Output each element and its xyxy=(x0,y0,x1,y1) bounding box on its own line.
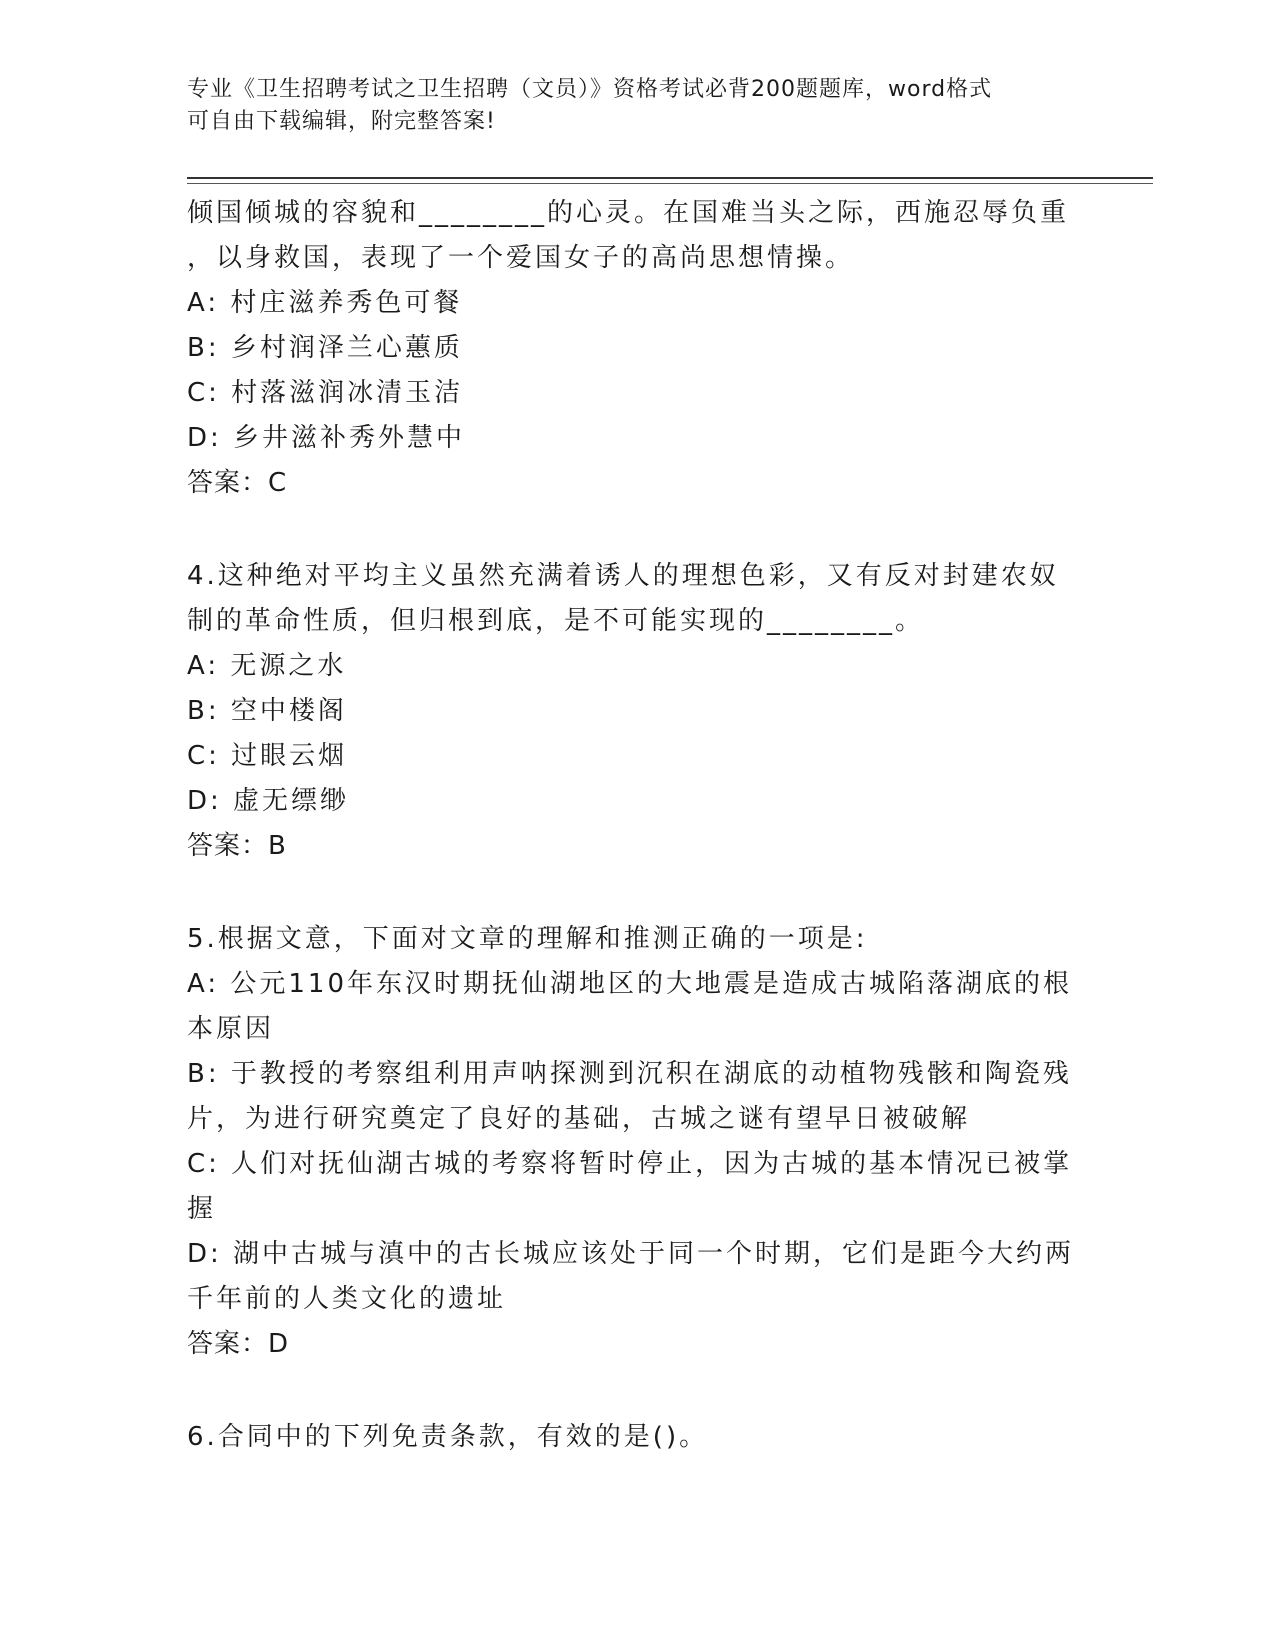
header-title-line2: 可自由下载编辑，附完整答案! xyxy=(187,109,496,134)
question-4-answer: 答案：B xyxy=(187,831,287,861)
header-divider-thick xyxy=(187,177,1153,179)
question-6-stem-line1: 6.合同中的下列免责条款，有效的是()。 xyxy=(187,1422,709,1452)
spacer xyxy=(187,506,1077,554)
question-5-option-b-line2: 片，为进行研究奠定了良好的基础，古城之谜有望早日被破解 xyxy=(187,1104,971,1134)
question-3-option-a: A: 村庄滋养秀色可餐 xyxy=(187,288,463,318)
spacer xyxy=(187,869,1077,917)
header-title-line1: 专业《卫生招聘考试之卫生招聘（文员）》资格考试必背200题题库，word格式 xyxy=(187,77,993,102)
question-4-option-c: C: 过眼云烟 xyxy=(187,741,348,771)
question-4-stem-line2: 制的革命性质，但归根到底，是不可能实现的________。 xyxy=(187,606,925,636)
question-5-option-c-line2: 握 xyxy=(187,1194,217,1224)
question-3-stem-line1: 倾国倾城的容貌和________的心灵。在国难当头之际，西施忍辱负重 xyxy=(187,198,1070,228)
question-5-option-a-line2: 本原因 xyxy=(187,1014,275,1044)
question-4 xyxy=(187,554,1077,869)
question-4-stem-line1: 4.这种绝对平均主义虽然充满着诱人的理想色彩，又有反对封建农奴 xyxy=(187,561,1059,591)
question-5-option-c-line1: C: 人们对抚仙湖古城的考察将暂时停止，因为古城的基本情况已被掌 xyxy=(187,1149,1073,1179)
question-5-option-b-line1: B: 于教授的考察组利用声呐探测到沉积在湖底的动植物残骸和陶瓷残 xyxy=(187,1059,1072,1089)
question-3-option-d: D: 乡井滋补秀外慧中 xyxy=(187,423,466,453)
document-header xyxy=(187,74,1087,138)
question-4-option-d: D: 虚无缥缈 xyxy=(187,786,350,816)
question-3-option-b: B: 乡村润泽兰心蕙质 xyxy=(187,333,463,363)
question-5-stem-line1: 5.根据文意，下面对文章的理解和推测正确的一项是: xyxy=(187,924,868,954)
question-list xyxy=(187,191,1077,1460)
question-6 xyxy=(187,1415,1077,1460)
question-5 xyxy=(187,917,1077,1367)
spacer xyxy=(187,1367,1077,1415)
question-3 xyxy=(187,191,1077,506)
question-5-option-d-line1: D: 湖中古城与滇中的古长城应该处于同一个时期，它们是距今大约两 xyxy=(187,1239,1075,1269)
question-5-answer: 答案：D xyxy=(187,1329,290,1359)
question-5-option-a-line1: A: 公元110年东汉时期抚仙湖地区的大地震是造成古城陷落湖底的根 xyxy=(187,969,1072,999)
question-4-option-a: A: 无源之水 xyxy=(187,651,347,681)
question-3-option-c: C: 村落滋润冰清玉洁 xyxy=(187,378,464,408)
question-4-option-b: B: 空中楼阁 xyxy=(187,696,347,726)
header-divider-thin xyxy=(187,183,1153,184)
question-5-option-d-line2: 千年前的人类文化的遗址 xyxy=(187,1284,507,1314)
question-3-stem-line2: ，以身救国，表现了一个爱国女子的高尚思想情操。 xyxy=(187,243,855,273)
question-3-answer: 答案：C xyxy=(187,468,288,498)
